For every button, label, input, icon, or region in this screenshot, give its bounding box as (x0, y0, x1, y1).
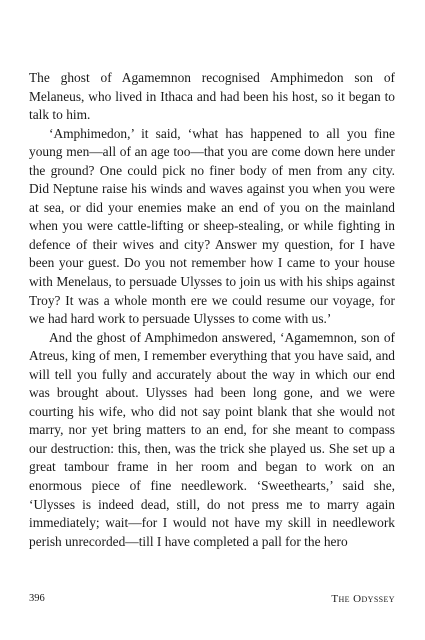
paragraph-2: ‘Amphimedon,’ it said, ‘what has happened to all you fine young men—all of an age too—that you are come down here under the ground? One could pick no finer body of men from any city. Did Neptune raise his winds and waves against you when you were at sea, or did your enemies make an end of you on the mainland when you were cattle-lifting or sheep-stealing, or while fighting in defence of their wives and city? Answer my question, for I have been your guest. Do you not remember how I came to your house with Menelaus, to persuade Ulysses to join us with his ships against Troy? It was a whole month ere we could resume our voyage, for we had hard work to persuade Ulysses to come with us.’ (29, 125, 395, 327)
page-footer (29, 593, 395, 609)
paragraph-1: The ghost of Agamemnon recognised Amphimedon son of Melaneus, who lived in Ithaca and had been his host, so it began to talk to him. (29, 70, 395, 123)
body-text (29, 69, 395, 551)
paragraph-3: And the ghost of Amphimedon answered, ‘Agamemnon, son of Atreus, king of men, I remember everything that you have said, and will tell you fully and accurately about the way in which our end was brought about. Ulysses had been long gone, and we were courting his wife, who did not say point blank that she would not marry, nor yet bring matters to an end, for she meant to compass our destruction: this, then, was the trick she played us. She set up a great tambour frame in her room and began to work on an enormous piece of fine needlework. ‘Sweethearts,’ said she, ‘Ulysses is indeed dead, still, do not press me to marry again immediately; wait—for I would not have my skill in needlework perish unrecorded—till I have completed a pall for the hero (29, 329, 395, 549)
running-title: The Odyssey (331, 593, 395, 605)
page-number: 396 (29, 593, 45, 604)
